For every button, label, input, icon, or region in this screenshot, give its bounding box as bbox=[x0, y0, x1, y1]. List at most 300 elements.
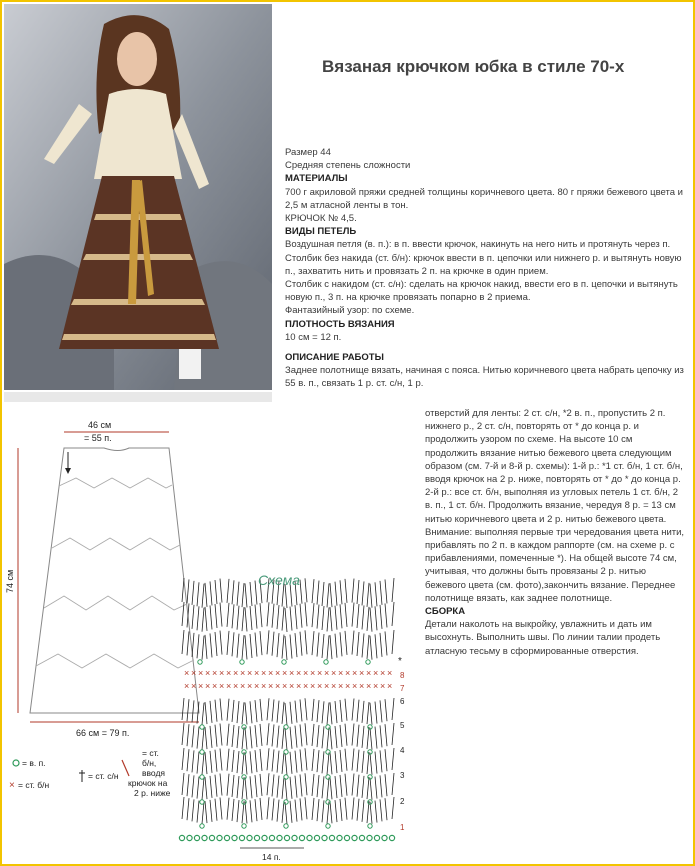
dc-stitch bbox=[242, 583, 244, 607]
dc-stitch bbox=[282, 635, 284, 659]
dc-stitch bbox=[392, 723, 394, 745]
dc-stitch bbox=[380, 700, 382, 722]
dc-stitch bbox=[380, 581, 382, 605]
row-number-2: 2 bbox=[400, 797, 405, 806]
dc-stitch bbox=[260, 699, 262, 721]
dc-stitch bbox=[197, 582, 199, 606]
dc-stitch bbox=[385, 603, 387, 627]
chain-stitch bbox=[240, 660, 244, 664]
dc-stitch bbox=[220, 773, 222, 795]
chain-stitch bbox=[322, 835, 327, 840]
dc-stitch bbox=[295, 633, 297, 657]
dc-stitch bbox=[182, 723, 184, 745]
sc-stitch: × bbox=[373, 668, 379, 678]
dc-stitch bbox=[232, 775, 234, 797]
dc-stitch bbox=[357, 750, 359, 772]
dc-stitch bbox=[305, 748, 307, 770]
dc-stitch bbox=[272, 724, 274, 746]
sc-stitch: × bbox=[212, 681, 218, 691]
dc-stitch bbox=[187, 724, 189, 746]
chain-stitch bbox=[326, 750, 330, 754]
dc-stitch bbox=[285, 728, 287, 750]
dc-stitch bbox=[232, 700, 234, 722]
chain-stitch bbox=[277, 835, 282, 840]
chain-stitch bbox=[367, 835, 372, 840]
dc-stitch bbox=[232, 604, 234, 628]
dc-stitch bbox=[255, 725, 257, 747]
chain-stitch bbox=[324, 660, 328, 664]
chain-stitch bbox=[198, 660, 202, 664]
dc-stitch bbox=[277, 605, 279, 629]
dc-stitch bbox=[385, 774, 387, 796]
dc-stitch bbox=[322, 776, 324, 798]
dc-stitch bbox=[335, 606, 337, 630]
dc-stitch bbox=[392, 797, 394, 819]
row-number-4: 4 bbox=[400, 746, 405, 755]
dc-stitch bbox=[290, 752, 292, 774]
dc-stitch bbox=[345, 699, 347, 721]
dc-stitch bbox=[242, 727, 244, 749]
dc-stitch bbox=[215, 725, 217, 747]
dc-stitch bbox=[267, 773, 269, 795]
dc-stitch bbox=[205, 801, 207, 823]
dc-stitch bbox=[290, 777, 292, 799]
description-text: Заднее полотнище вязать, начиная с пояса. Нитью коричневого цвета набрать цепочку из 55 в. п., связать 1 р. ст. с/н, 1 р. bbox=[285, 365, 684, 390]
sc-stitch: × bbox=[184, 681, 190, 691]
sc-stitch: × bbox=[310, 668, 316, 678]
dc-stitch bbox=[370, 636, 372, 660]
dc-stitch bbox=[227, 749, 229, 771]
sc-stitch: × bbox=[233, 668, 239, 678]
dc-stitch bbox=[182, 698, 184, 720]
hook-text: КРЮЧОК № 4,5. bbox=[285, 213, 357, 225]
dc-stitch bbox=[250, 634, 252, 658]
dc-stitch bbox=[357, 799, 359, 821]
chain-stitch bbox=[200, 824, 204, 828]
sc-stitch: × bbox=[282, 668, 288, 678]
dc-stitch bbox=[215, 799, 217, 821]
assembly-heading: СБОРКА bbox=[425, 606, 466, 618]
dc-stitch bbox=[242, 702, 244, 724]
dc-stitch bbox=[327, 583, 329, 607]
chain-stitch bbox=[368, 824, 372, 828]
dc-stitch bbox=[277, 726, 279, 748]
dc-stitch bbox=[362, 800, 364, 822]
dc-stitch bbox=[255, 700, 257, 722]
dc-stitch bbox=[322, 701, 324, 723]
dc-stitch bbox=[295, 701, 297, 723]
chain-stitch bbox=[262, 835, 267, 840]
dc-stitch bbox=[317, 775, 319, 797]
legend-sc-low-line5: 2 р. ниже bbox=[134, 788, 171, 798]
dc-stitch bbox=[215, 700, 217, 722]
dc-stitch bbox=[370, 703, 372, 725]
dc-stitch bbox=[290, 635, 292, 659]
fancy-pattern-text: Фантазийный узор: по схеме. bbox=[285, 305, 415, 317]
dc-stitch bbox=[367, 583, 369, 607]
dc-stitch bbox=[272, 749, 274, 771]
dc-stitch bbox=[282, 801, 284, 823]
sc-stitch: × bbox=[205, 668, 211, 678]
photo-illustration bbox=[4, 4, 272, 390]
dc-stitch bbox=[295, 800, 297, 822]
dc-stitch bbox=[192, 700, 194, 722]
dc-stitch bbox=[317, 750, 319, 772]
dc-stitch bbox=[362, 581, 364, 605]
dc-stitch bbox=[237, 701, 239, 723]
sc-stitch: × bbox=[261, 681, 267, 691]
dc-stitch bbox=[187, 579, 189, 603]
dc-stitch bbox=[312, 631, 314, 655]
dc-stitch bbox=[375, 752, 377, 774]
sc-stitch: × bbox=[317, 681, 323, 691]
dc-stitch bbox=[385, 749, 387, 771]
dc-stitch bbox=[290, 702, 292, 724]
dc-stitch bbox=[305, 630, 307, 654]
dc-stitch bbox=[245, 703, 247, 725]
sc-stitch: × bbox=[191, 681, 197, 691]
dc-stitch bbox=[182, 748, 184, 770]
sc-stitch: × bbox=[219, 681, 225, 691]
dc-stitch bbox=[305, 578, 307, 602]
dc-stitch bbox=[215, 750, 217, 772]
dc-stitch bbox=[352, 631, 354, 655]
legend-chain-label: = в. п. bbox=[22, 758, 46, 768]
dc-stitch bbox=[237, 606, 239, 630]
dc-stitch bbox=[352, 748, 354, 770]
dc-stitch bbox=[322, 800, 324, 822]
dc-stitch bbox=[202, 778, 204, 800]
sc-stitch: × bbox=[289, 668, 295, 678]
dc-stitch bbox=[227, 774, 229, 796]
dc-stitch bbox=[317, 799, 319, 821]
dc-stitch bbox=[322, 634, 324, 658]
chain-stitch bbox=[374, 835, 379, 840]
dc-stitch bbox=[392, 602, 394, 626]
dc-stitch bbox=[335, 701, 337, 723]
chain-stitch bbox=[242, 824, 246, 828]
dc-stitch bbox=[375, 582, 377, 606]
dc-stitch bbox=[322, 582, 324, 606]
dc-stitch bbox=[362, 701, 364, 723]
dc-stitch bbox=[330, 583, 332, 607]
dc-stitch bbox=[322, 726, 324, 748]
dc-stitch bbox=[327, 635, 329, 659]
legend-sc-low-line1: = ст. bbox=[142, 748, 159, 758]
dc-stitch bbox=[197, 606, 199, 630]
dc-stitch bbox=[202, 753, 204, 775]
sc-stitch: × bbox=[261, 668, 267, 678]
zigzag-lines bbox=[36, 478, 194, 668]
dc-stitch bbox=[197, 777, 199, 799]
dc-stitch bbox=[312, 774, 314, 796]
model-photo bbox=[4, 4, 272, 390]
dc-stitch bbox=[192, 605, 194, 629]
dc-stitch bbox=[210, 581, 212, 605]
chain-stitch bbox=[200, 725, 204, 729]
dc-stitch bbox=[237, 800, 239, 822]
sc-stitch: × bbox=[282, 681, 288, 691]
chain-stitch bbox=[224, 835, 229, 840]
dc-stitch bbox=[380, 605, 382, 629]
start-arrow-head bbox=[65, 468, 71, 474]
row-number-5: 5 bbox=[400, 721, 405, 730]
dc-stitch bbox=[245, 778, 247, 800]
sc-stitch: × bbox=[198, 681, 204, 691]
dc-stitch bbox=[237, 726, 239, 748]
dc-stitch bbox=[182, 773, 184, 795]
dc-stitch bbox=[267, 698, 269, 720]
dc-stitch bbox=[205, 702, 207, 724]
dc-stitch bbox=[327, 753, 329, 775]
dc-stitch bbox=[305, 723, 307, 745]
dc-stitch bbox=[340, 604, 342, 628]
dc-stitch bbox=[312, 724, 314, 746]
dc-stitch bbox=[215, 775, 217, 797]
dc-stitch bbox=[205, 777, 207, 799]
dc-stitch bbox=[250, 726, 252, 748]
row-number-7: 7 bbox=[400, 684, 405, 693]
dc-stitch bbox=[277, 800, 279, 822]
dc-stitch bbox=[385, 798, 387, 820]
dc-stitch bbox=[380, 775, 382, 797]
sc-stitch: × bbox=[380, 668, 386, 678]
dc-stitch bbox=[232, 725, 234, 747]
dc-stitch bbox=[237, 582, 239, 606]
legend-sc-low-line4: крючок на bbox=[128, 778, 168, 788]
dc-stitch bbox=[300, 580, 302, 604]
page-title: Вязаная крючком юбка в стиле 70-х bbox=[322, 57, 625, 76]
attention-text: Внимание: выполняя первые три чередования цвета нити, прибавлять по 2 п. в каждом раппорте (см. на схеме р. с прибавлениями, помеченные *). На общей высоте 74 см, учитывая, что должны быть провязаны 2 р. нитью бежевого цвета (см. фото),закончить вязание. Переднее полотнище вязать, как заднее полотнище. bbox=[425, 526, 685, 604]
row-star-marker: * bbox=[398, 656, 402, 667]
dc-stitch bbox=[232, 632, 234, 656]
legend-sc-low-line2: б/н, bbox=[142, 758, 157, 768]
dc-stitch bbox=[232, 750, 234, 772]
height-label: 74 см bbox=[5, 569, 15, 593]
chain-stitch bbox=[200, 800, 204, 804]
dc-stitch bbox=[272, 699, 274, 721]
dc-stitch bbox=[380, 750, 382, 772]
dc-stitch bbox=[357, 775, 359, 797]
dc-stitch bbox=[215, 580, 217, 604]
dc-stitch bbox=[305, 602, 307, 626]
dc-stitch bbox=[345, 631, 347, 655]
dc-stitch bbox=[285, 802, 287, 824]
dc-stitch bbox=[352, 723, 354, 745]
chain-stitch bbox=[292, 835, 297, 840]
dc-stitch bbox=[245, 728, 247, 750]
dc-stitch bbox=[300, 774, 302, 796]
dc-stitch bbox=[220, 698, 222, 720]
dc-stitch bbox=[215, 632, 217, 656]
chain-stitch bbox=[329, 835, 334, 840]
sc-stitch: × bbox=[373, 681, 379, 691]
sc-stitch: × bbox=[303, 668, 309, 678]
sc-stitch: × bbox=[352, 668, 358, 678]
stitch-chain-text: Воздушная петля (в. п.): в п. ввести крючок, накинуть на него нить и протянуть через п. bbox=[285, 239, 671, 251]
size-text: Размер 44 bbox=[285, 147, 331, 158]
sc-stitch: × bbox=[191, 668, 197, 678]
sc-stitch: × bbox=[254, 681, 260, 691]
dc-stitch bbox=[367, 607, 369, 631]
dc-stitch bbox=[227, 603, 229, 627]
sc-stitch: × bbox=[366, 681, 372, 691]
dc-stitch bbox=[255, 633, 257, 657]
continuation-text: отверстий для ленты: 2 ст. с/н, *2 в. п., пропустить 2 п. нижнего р., 2 ст. с/н, повторять от * до конца р. и продолжить узором по схеме. На высоте 10 см продолжить вязание нитью бежевого цвета следующим образом (см. 7-й и 8-й р. схемы): 1-й р.: *1 ст. б/н, 1 ст. б/н, вводя крючок на 2 р. ниже, повторять от * до * до конца р. 2-й р.: все ст. б/н, выполняя из угловых петель 1 ст. б/н, 2 в. п., 1 ст. б/н. Продолжить вязание, чередуя 8 р. = 13 см нитью коричневого цвета и 2 р. нитью бежевого цвета. bbox=[425, 408, 683, 525]
dc-stitch bbox=[197, 727, 199, 749]
dc-stitch bbox=[312, 699, 314, 721]
dc-stitch bbox=[202, 584, 204, 608]
sc-stitch: × bbox=[226, 668, 232, 678]
dc-stitch bbox=[327, 802, 329, 824]
dc-stitch bbox=[345, 579, 347, 603]
dc-stitch bbox=[250, 606, 252, 630]
dc-stitch bbox=[317, 700, 319, 722]
chain-stitch bbox=[284, 824, 288, 828]
chain-stitch bbox=[352, 835, 357, 840]
sc-stitch: × bbox=[205, 681, 211, 691]
density-text: 10 см = 12 п. bbox=[285, 331, 342, 343]
dc-stitch bbox=[380, 725, 382, 747]
dc-stitch bbox=[197, 801, 199, 823]
dc-stitch bbox=[305, 698, 307, 720]
dc-stitch bbox=[357, 700, 359, 722]
dc-stitch bbox=[305, 797, 307, 819]
sc-stitch: × bbox=[275, 668, 281, 678]
legend-sc-symbol: × bbox=[9, 780, 15, 791]
dc-stitch bbox=[375, 634, 377, 658]
dc-stitch bbox=[187, 699, 189, 721]
sc-stitch: × bbox=[331, 681, 337, 691]
stitches-heading: ВИДЫ ПЕТЕЛЬ bbox=[285, 226, 357, 238]
dc-stitch bbox=[340, 799, 342, 821]
sc-stitch: × bbox=[275, 681, 281, 691]
sc-stitch: × bbox=[247, 668, 253, 678]
dc-stitch bbox=[345, 603, 347, 627]
dc-stitch bbox=[202, 703, 204, 725]
chain-stitch bbox=[247, 835, 252, 840]
dc-stitch bbox=[205, 635, 207, 659]
dc-stitch bbox=[330, 801, 332, 823]
bottom-dimension-label: 66 см = 79 п. bbox=[76, 728, 130, 738]
dc-stitch bbox=[295, 605, 297, 629]
dc-stitch bbox=[345, 724, 347, 746]
dc-stitch bbox=[250, 776, 252, 798]
materials-text: 700 г акриловой пряжи средней толщины коричневого цвета. 80 г пряжи бежевого цвета и 2,5 м атласной ленты в тон. bbox=[285, 186, 683, 211]
dc-stitch bbox=[295, 726, 297, 748]
schema-title: Схема bbox=[258, 572, 300, 588]
photo-caption-strip bbox=[4, 392, 272, 402]
sc-stitch: × bbox=[345, 681, 351, 691]
dc-stitch bbox=[392, 578, 394, 602]
dc-stitch bbox=[260, 749, 262, 771]
dc-stitch bbox=[330, 752, 332, 774]
dc-stitch bbox=[192, 725, 194, 747]
dc-stitch bbox=[300, 724, 302, 746]
sc-stitch: × bbox=[289, 681, 295, 691]
dc-stitch bbox=[220, 723, 222, 745]
chain-stitch bbox=[217, 835, 222, 840]
dc-stitch bbox=[192, 799, 194, 821]
dc-stitch bbox=[362, 776, 364, 798]
dc-stitch bbox=[357, 725, 359, 747]
chain-stitch bbox=[382, 835, 387, 840]
chain-stitch bbox=[284, 725, 288, 729]
sc-stitch: × bbox=[380, 681, 386, 691]
dc-stitch bbox=[352, 579, 354, 603]
dc-stitch bbox=[385, 579, 387, 603]
dc-stitch bbox=[370, 608, 372, 632]
chain-stitch bbox=[359, 835, 364, 840]
dc-stitch bbox=[392, 698, 394, 720]
dc-stitch bbox=[245, 753, 247, 775]
dc-stitch bbox=[345, 774, 347, 796]
dc-stitch bbox=[317, 605, 319, 629]
legend-dc-label: = ст. с/н bbox=[88, 771, 119, 781]
dc-stitch bbox=[272, 774, 274, 796]
dc-stitch bbox=[197, 752, 199, 774]
chain-stitch bbox=[284, 775, 288, 779]
dc-stitch bbox=[322, 751, 324, 773]
sc-stitch: × bbox=[366, 668, 372, 678]
dc-stitch bbox=[335, 776, 337, 798]
dc-stitch bbox=[335, 726, 337, 748]
dc-stitch bbox=[340, 700, 342, 722]
dc-stitch bbox=[375, 727, 377, 749]
legend-sc-low-line3: вводя bbox=[142, 768, 166, 778]
materials-heading: МАТЕРИАЛЫ bbox=[285, 173, 348, 185]
row-number-3: 3 bbox=[400, 771, 405, 780]
dc-stitch bbox=[335, 800, 337, 822]
sc-stitch: × bbox=[296, 668, 302, 678]
dc-stitch bbox=[267, 797, 269, 819]
chain-stitch bbox=[254, 835, 259, 840]
chain-stitch bbox=[200, 775, 204, 779]
dc-stitch bbox=[182, 578, 184, 602]
dc-stitch bbox=[352, 797, 354, 819]
sc-stitch: × bbox=[219, 668, 225, 678]
dc-stitch bbox=[367, 635, 369, 659]
dc-stitch bbox=[272, 632, 274, 656]
chain-stitch bbox=[284, 750, 288, 754]
chain-stitch bbox=[209, 835, 214, 840]
dc-stitch bbox=[277, 633, 279, 657]
dc-stitch bbox=[290, 801, 292, 823]
dc-stitch bbox=[335, 751, 337, 773]
chain-stitch bbox=[179, 835, 184, 840]
row-number-8: 8 bbox=[400, 671, 405, 680]
chain-stitch bbox=[299, 835, 304, 840]
dc-stitch bbox=[327, 778, 329, 800]
dc-stitch bbox=[245, 802, 247, 824]
dc-stitch bbox=[202, 608, 204, 632]
dc-stitch bbox=[255, 750, 257, 772]
dc-stitch bbox=[335, 582, 337, 606]
dc-stitch bbox=[370, 753, 372, 775]
assembly-text: Детали наколоть на выкройку, увлажнить и дать им высохнуть. Выполнить швы. По линии талии продеть атласную тесьму в сформированные отверстия. bbox=[425, 619, 661, 657]
dc-stitch bbox=[340, 725, 342, 747]
dc-stitch bbox=[385, 631, 387, 655]
dc-stitch bbox=[340, 750, 342, 772]
dc-stitch bbox=[282, 607, 284, 631]
sc-stitch: × bbox=[359, 668, 365, 678]
dc-stitch bbox=[277, 701, 279, 723]
dc-stitch bbox=[242, 752, 244, 774]
dc-stitch bbox=[290, 727, 292, 749]
dc-stitch bbox=[285, 636, 287, 660]
dc-stitch bbox=[362, 605, 364, 629]
dc-stitch bbox=[220, 579, 222, 603]
